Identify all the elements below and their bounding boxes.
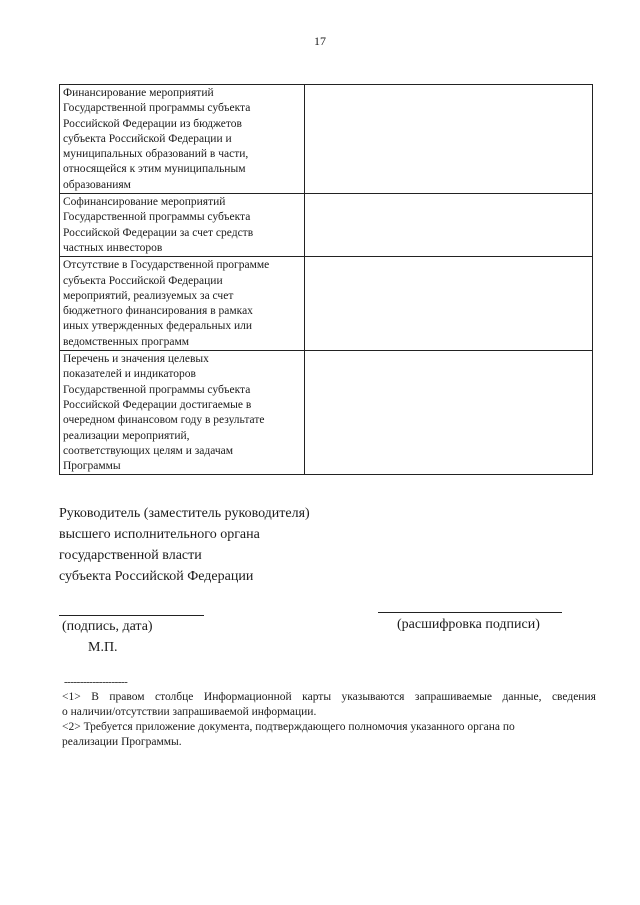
row-label: Отсутствие в Государственной программе субъекта Российской Федерации мероприятий, реализуемых за счет бюджетного финансирования в рамках иных утвержденных федеральных или ведомственных программ: [60, 257, 305, 351]
row-label: Перечень и значения целевых показателей и индикаторов Государственной программы субъекта Российской Федерации достигаемые в очередном финансовом году в результате реализации мероприятий, соответствующих целям и задачам Программы: [60, 351, 305, 475]
row-label: Софинансирование мероприятий Государственной программы субъекта Российской Федерации за счет средств частных инвесторов: [60, 194, 305, 257]
footnote-1-line-1: <1> В правом столбце Информационной карты указываются запрашиваемые данные, сведения: [62, 691, 596, 703]
page-number: 17: [314, 34, 326, 48]
signature-decoding-caption: (расшифровка подписи): [397, 617, 540, 632]
row-value: [305, 85, 593, 194]
row-label: Финансирование мероприятий Государственной программы субъекта Российской Федерации из бюджетов субъекта Российской Федерации и муниципальных образований в части, относящейся к этим муниципальным образованиям: [60, 85, 305, 194]
table-row: [60, 257, 593, 351]
row-value: [305, 194, 593, 257]
stamp-place-label: М.П.: [88, 640, 118, 655]
signer-title: Руководитель (заместитель руководителя) высшего исполнительного органа государственной власти субъекта Российской Федерации: [59, 506, 310, 584]
row-value: [305, 351, 593, 475]
footnote-2-line-1: <2> Требуется приложение документа, подтверждающего полномочия указанного органа по: [62, 721, 515, 733]
information-card-table: [59, 84, 593, 475]
row-value: [305, 257, 593, 351]
footnote-separator: --------------------: [64, 676, 128, 688]
footnotes: [62, 690, 596, 750]
signature-caption: (подпись, дата): [62, 619, 153, 634]
table-row: [60, 351, 593, 475]
footnote-1-line-2: о наличии/отсутствии запрашиваемой информации.: [62, 706, 317, 718]
signature-decoding-line: [378, 612, 562, 613]
footnote-2-line-2: реализации Программы.: [62, 736, 182, 748]
table-row: [60, 85, 593, 194]
signature-line: [59, 615, 204, 616]
table-row: [60, 194, 593, 257]
